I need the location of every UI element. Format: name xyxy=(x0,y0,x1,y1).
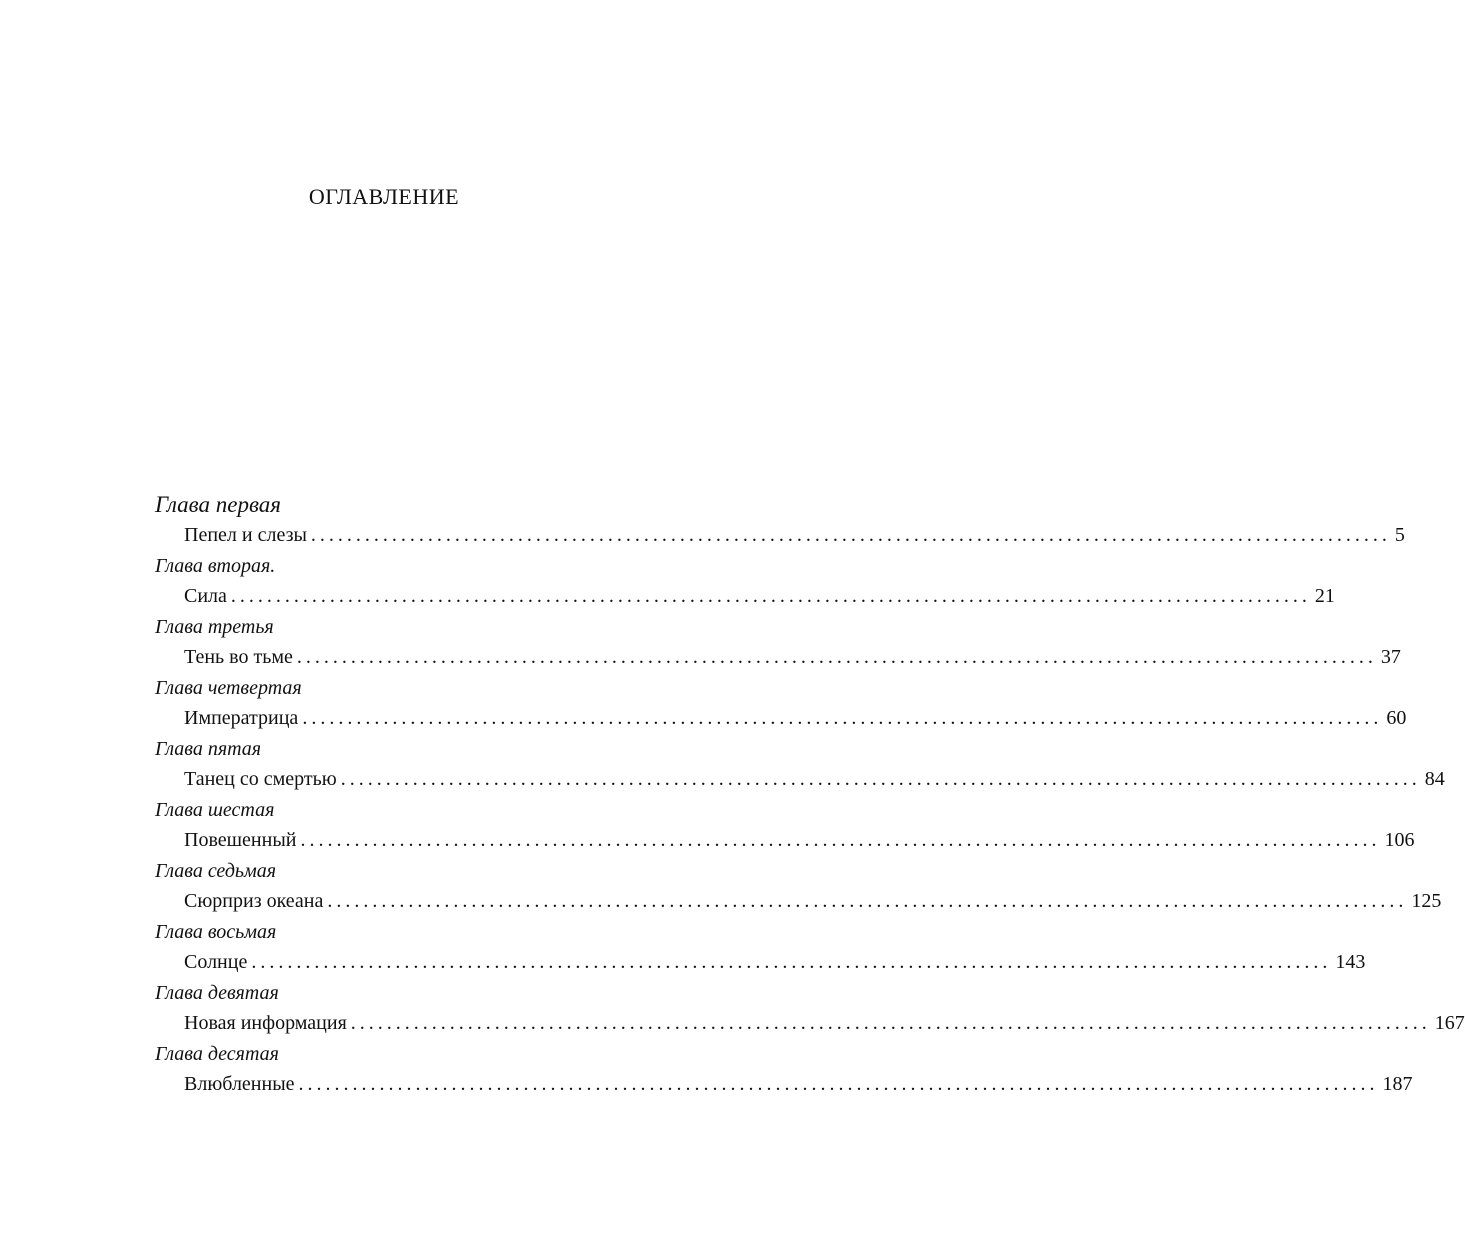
chapter-label: Глава десятая xyxy=(155,1043,279,1065)
toc-entry[interactable] xyxy=(184,825,1415,856)
page-number: 21 xyxy=(1314,585,1335,607)
toc-chapter xyxy=(155,612,1401,673)
toc-entry[interactable] xyxy=(184,947,1366,978)
page-number: 187 xyxy=(1382,1073,1413,1095)
chapter-label: Глава первая xyxy=(155,492,281,517)
chapter-title: Новая информация xyxy=(184,1012,347,1034)
chapter-title: Пепел и слезы xyxy=(184,524,307,546)
toc-entry[interactable] xyxy=(184,703,1407,734)
page-number: 143 xyxy=(1335,951,1366,973)
dot-leader: ........................................................................................................................ xyxy=(350,1012,1431,1034)
chapter-label: Глава четвертая xyxy=(155,677,302,699)
chapter-title: Повешенный xyxy=(184,829,297,851)
chapter-label: Глава седьмая xyxy=(155,860,277,882)
toc-entry[interactable] xyxy=(184,886,1442,917)
toc-entry[interactable] xyxy=(184,1069,1413,1100)
page-number: 84 xyxy=(1424,768,1445,790)
dot-leader: ........................................................................................................................ xyxy=(251,951,1332,973)
toc-chapter xyxy=(155,673,1407,734)
chapter-label: Глава вторая. xyxy=(155,555,276,577)
dot-leader: ........................................................................................................................ xyxy=(340,768,1421,790)
dot-leader: ........................................................................................................................ xyxy=(310,524,1391,546)
chapter-title: Императрица xyxy=(184,707,299,729)
toc-entry[interactable] xyxy=(184,520,1405,551)
dot-leader: ........................................................................................................................ xyxy=(327,890,1408,912)
dot-leader: ........................................................................................................................ xyxy=(298,1073,1379,1095)
chapter-label: Глава пятая xyxy=(155,738,262,760)
page-number: 106 xyxy=(1384,829,1415,851)
chapter-title: Сила xyxy=(184,585,227,607)
chapter-label: Глава девятая xyxy=(155,982,279,1004)
toc-entry[interactable] xyxy=(184,642,1401,673)
page-title: ОГЛАВЛЕНИЕ xyxy=(308,184,460,209)
chapter-title: Влюбленные xyxy=(184,1073,295,1095)
toc-chapter xyxy=(155,978,1465,1039)
dot-leader: ........................................................................................................................ xyxy=(296,646,1377,668)
toc-chapter xyxy=(155,490,1405,551)
chapter-label: Глава третья xyxy=(155,616,274,638)
dot-leader: ........................................................................................................................ xyxy=(300,829,1381,851)
chapter-label: Глава восьмая xyxy=(155,921,277,943)
toc-chapter xyxy=(155,795,1415,856)
toc-chapter xyxy=(155,856,1442,917)
chapter-title: Сюрприз океана xyxy=(184,890,324,912)
toc-chapter xyxy=(155,917,1366,978)
page-number: 167 xyxy=(1434,1012,1465,1034)
chapter-label: Глава шестая xyxy=(155,799,275,821)
page-number: 37 xyxy=(1380,646,1401,668)
toc-chapter xyxy=(155,551,1335,612)
toc-chapter xyxy=(155,734,1445,795)
dot-leader: ........................................................................................................................ xyxy=(302,707,1383,729)
toc-chapter xyxy=(155,1039,1413,1100)
toc-entry[interactable] xyxy=(184,764,1445,795)
chapter-title: Тень во тьме xyxy=(184,646,293,668)
toc-entry[interactable] xyxy=(184,581,1335,612)
chapter-title: Танец со смертью xyxy=(184,768,337,790)
page-number: 125 xyxy=(1411,890,1442,912)
dot-leader: ........................................................................................................................ xyxy=(230,585,1311,607)
toc-entry[interactable] xyxy=(184,1008,1465,1039)
page-number: 5 xyxy=(1394,524,1405,546)
chapter-title: Солнце xyxy=(184,951,248,973)
page-number: 60 xyxy=(1386,707,1407,729)
table-of-contents xyxy=(155,490,1465,1100)
